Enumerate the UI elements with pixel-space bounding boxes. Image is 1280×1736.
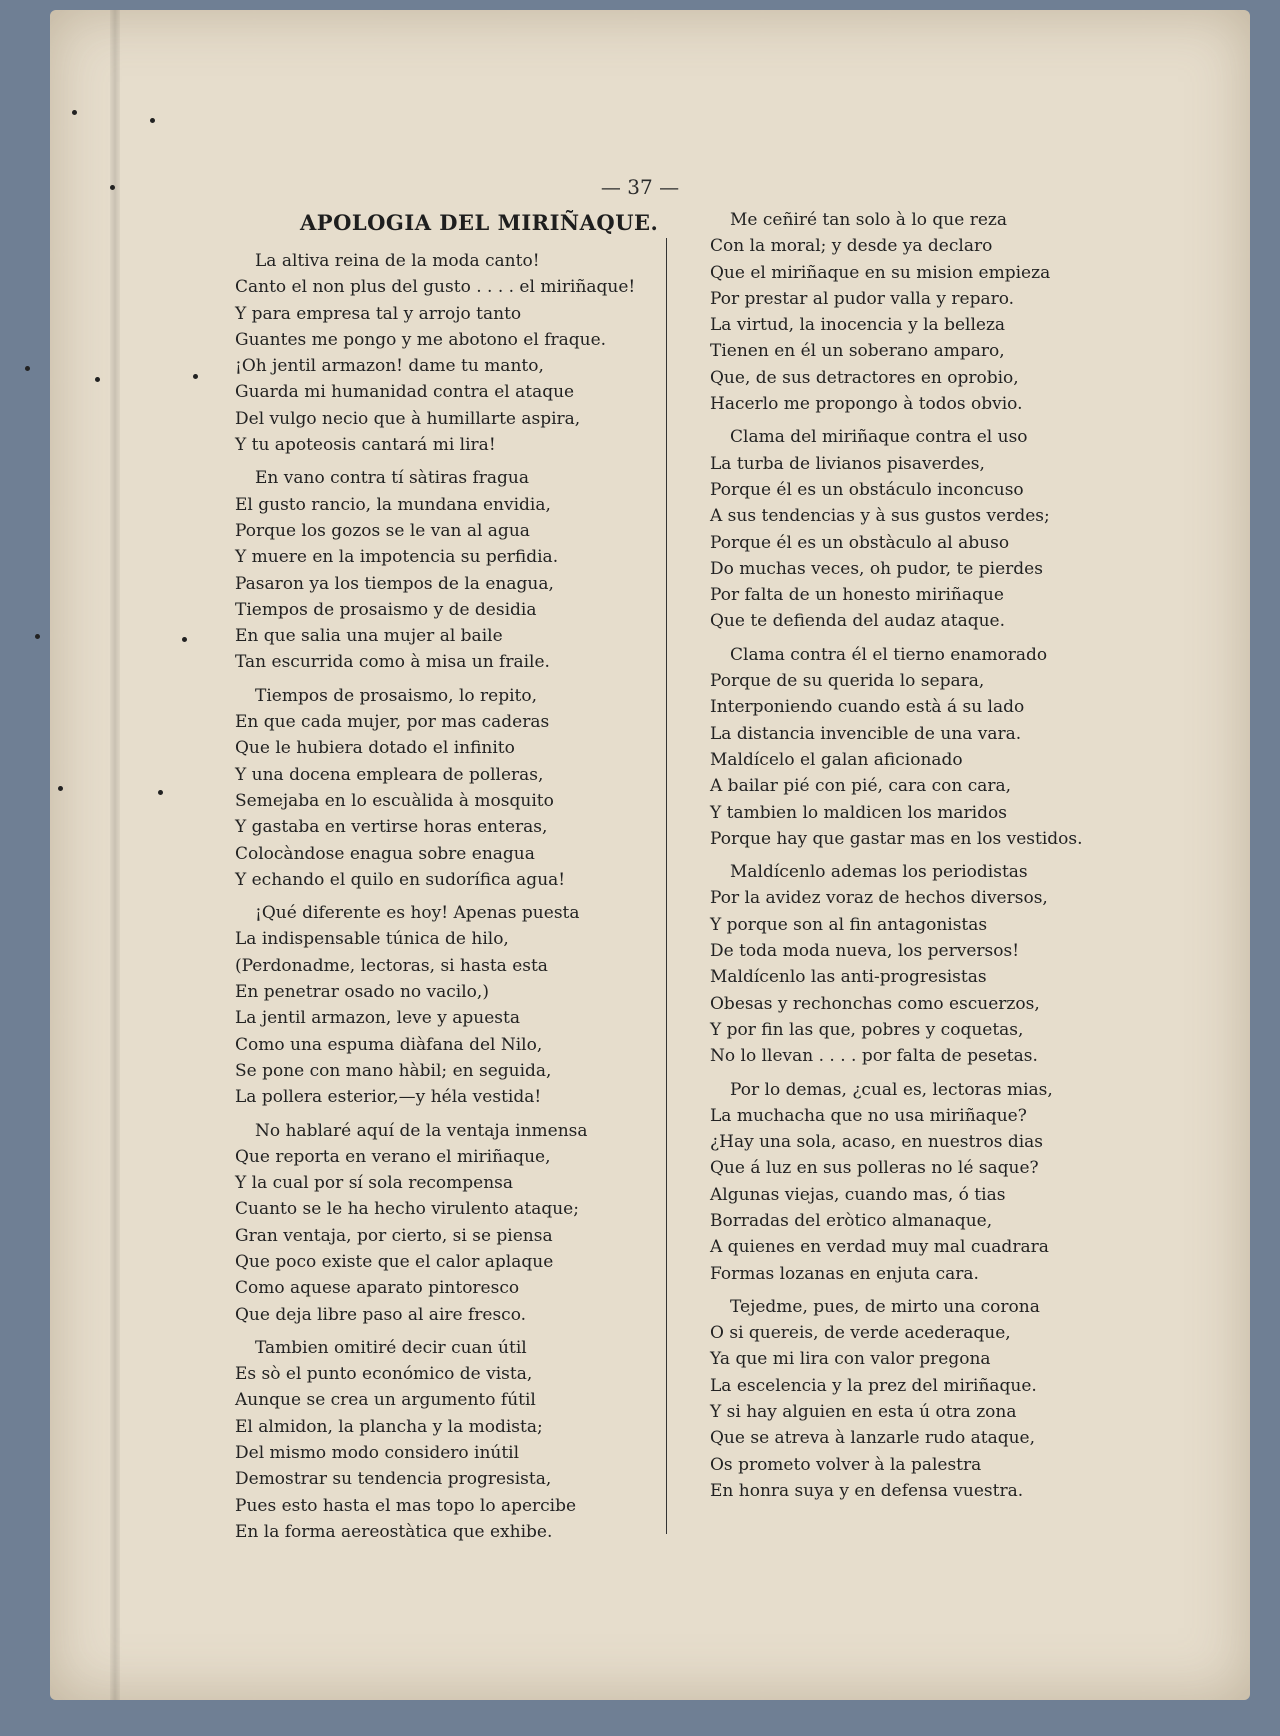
poem-line: Y la cual por sí sola recompensa	[235, 1173, 514, 1194]
poem-line: Se pone con mano hàbil; en seguida,	[235, 1060, 552, 1081]
poem-stanza	[710, 1294, 1130, 1504]
poem-line: Demostrar su tendencia progresista,	[235, 1469, 552, 1490]
poem-line: Es sò el punto económico de vista,	[235, 1364, 533, 1385]
poem-line: Que reporta en verano el miriñaque,	[235, 1146, 551, 1167]
poem-line: ¡Qué diferente es hoy! Apenas puesta	[255, 903, 580, 924]
poem-line: Maldícelo el galan aficionado	[710, 749, 963, 770]
poem-line: Tejedme, pues, de mirto una corona	[730, 1296, 1040, 1317]
poem-line: No hablaré aquí de la ventaja inmensa	[255, 1120, 588, 1141]
poem-line: No lo llevan . . . . por falta de pesetas.	[710, 1046, 1038, 1067]
poem-line: Gran ventaja, por cierto, si se piensa	[235, 1225, 553, 1246]
poem-line: Y echando el quilo en sudorífica agua!	[235, 869, 566, 890]
poem-line: Porque él es un obstàculo al abuso	[710, 532, 1010, 553]
poem-line: Ya que mi lira con valor pregona	[710, 1349, 991, 1370]
poem-line: A bailar pié con pié, cara con cara,	[710, 776, 1012, 797]
poem-line: Y porque son al fin antagonistas	[710, 914, 988, 935]
poem-title: APOLOGIA DEL MIRIÑAQUE.	[300, 210, 659, 235]
poem-line: Y muere en la impotencia su perfidia.	[235, 547, 559, 568]
poem-line: Como aquese aparato pintoresco	[235, 1278, 520, 1299]
poem-line: Y una docena empleara de polleras,	[235, 764, 544, 785]
left-column	[235, 248, 635, 1552]
poem-stanza	[710, 1077, 1130, 1287]
poem-line: Pues esto hasta el mas topo lo apercibe	[235, 1495, 577, 1516]
poem-line: En penetrar osado no vacilo,)	[235, 982, 489, 1003]
poem-stanza	[235, 248, 635, 458]
poem-line: Porque él es un obstáculo inconcuso	[710, 479, 1024, 500]
ink-spot	[58, 786, 63, 791]
poem-line: La muchacha que no usa miriñaque?	[710, 1105, 1027, 1126]
poem-line: Colocàndose enagua sobre enagua	[235, 843, 535, 864]
poem-line: Obesas y rechonchas como escuerzos,	[710, 993, 1040, 1014]
poem-line: Clama contra él el tierno enamorado	[730, 644, 1048, 665]
poem-line: Tan escurrida como à misa un fraile.	[235, 652, 550, 673]
poem-line: Guantes me pongo y me abotono el fraque.	[235, 329, 607, 350]
ink-spot	[25, 366, 30, 371]
poem-line: Del mismo modo considero inútil	[235, 1443, 520, 1464]
poem-line: Que deja libre paso al aire fresco.	[235, 1304, 527, 1325]
page-number: — 37 —	[600, 175, 680, 199]
poem-line: Cuanto se le ha hecho virulento ataque;	[235, 1199, 579, 1220]
poem-line: Os prometo volver à la palestra	[710, 1454, 982, 1475]
poem-line: Tambien omitiré decir cuan útil	[255, 1337, 527, 1358]
poem-stanza	[235, 900, 635, 1110]
page-fold	[110, 10, 120, 1700]
poem-line: Do muchas veces, oh pudor, te pierdes	[710, 558, 1043, 579]
poem-line: Hacerlo me propongo à todos obvio.	[710, 394, 1023, 415]
poem-line: (Perdonadme, lectoras, si hasta esta	[235, 955, 548, 976]
poem-line: Interponiendo cuando està á su lado	[710, 697, 1025, 718]
poem-line: Tiempos de prosaismo, lo repito,	[255, 685, 538, 706]
poem-line: Y tu apoteosis cantará mi lira!	[235, 435, 496, 456]
poem-line: Pasaron ya los tiempos de la enagua,	[235, 573, 554, 594]
poem-line: Por prestar al pudor valla y reparo.	[710, 288, 1015, 309]
poem-line: Me ceñiré tan solo à lo que reza	[730, 210, 1007, 230]
poem-line: La turba de livianos pisaverdes,	[710, 453, 985, 474]
poem-line: Que le hubiera dotado el infinito	[235, 738, 515, 759]
poem-line: Y para empresa tal y arrojo tanto	[235, 303, 522, 324]
poem-line: Tienen en él un soberano amparo,	[710, 341, 1005, 362]
poem-line: Canto el non plus del gusto . . . . el miriñaque!	[235, 277, 636, 298]
poem-line: ¿Hay una sola, acaso, en nuestros dias	[710, 1132, 1044, 1153]
ink-spot	[150, 118, 155, 123]
poem-line: Que á luz en sus polleras no lé saque?	[710, 1158, 1039, 1179]
poem-line: Con la moral; y desde ya declaro	[710, 236, 993, 257]
poem-line: En vano contra tí sàtiras fragua	[255, 468, 530, 489]
poem-stanza	[235, 465, 635, 675]
poem-line: La escelencia y la prez del miriñaque.	[710, 1375, 1037, 1396]
poem-line: Que, de sus detractores en oprobio,	[710, 367, 1019, 388]
poem-line: El gusto rancio, la mundana envidia,	[235, 494, 551, 515]
poem-line: Porque los gozos se le van al agua	[235, 520, 530, 541]
ink-spot	[72, 110, 77, 115]
poem-line: Maldícenlo ademas los periodistas	[730, 862, 1028, 883]
poem-line: Y si hay alguien en esta ú otra zona	[710, 1402, 1017, 1423]
poem-line: Por falta de un honesto miriñaque	[710, 585, 1004, 606]
poem-line: Y por fin las que, pobres y coquetas,	[710, 1019, 1024, 1040]
poem-line: Que poco existe que el calor aplaque	[235, 1251, 554, 1272]
poem-stanza	[710, 207, 1130, 417]
ink-spot	[182, 637, 187, 642]
poem-line: Por lo demas, ¿cual es, lectoras mias,	[730, 1079, 1053, 1100]
poem-line: En honra suya y en defensa vuestra.	[710, 1480, 1024, 1501]
poem-line: A sus tendencias y à sus gustos verdes;	[710, 506, 1050, 527]
poem-line: La distancia invencible de una vara.	[710, 723, 1022, 744]
column-divider	[666, 238, 667, 1534]
ink-spot	[95, 377, 100, 382]
poem-line: Como una espuma diàfana del Nilo,	[235, 1034, 543, 1055]
poem-line: Y tambien lo maldicen los maridos	[710, 802, 1007, 823]
poem-line: La pollera esterior,—y héla vestida!	[235, 1087, 542, 1108]
poem-line: Que el miriñaque en su mision empieza	[710, 262, 1051, 283]
poem-line: A quienes en verdad muy mal cuadrara	[710, 1237, 1049, 1258]
poem-stanza	[235, 683, 635, 893]
ink-spot	[35, 634, 40, 639]
poem-line: Clama del miriñaque contra el uso	[730, 427, 1028, 448]
poem-line: Porque hay que gastar mas en los vestidos.	[710, 828, 1083, 849]
poem-line: De toda moda nueva, los perversos!	[710, 941, 1020, 962]
poem-line: La jentil armazon, leve y apuesta	[235, 1008, 520, 1029]
poem-line: Por la avidez voraz de hechos diversos,	[710, 888, 1048, 909]
poem-line: Formas lozanas en enjuta cara.	[710, 1263, 979, 1284]
ink-spot	[193, 374, 198, 379]
ink-spot	[158, 790, 163, 795]
poem-stanza	[235, 1335, 635, 1545]
poem-line: Algunas viejas, cuando mas, ó tias	[710, 1184, 1006, 1205]
poem-stanza	[710, 859, 1130, 1069]
poem-line: Borradas del eròtico almanaque,	[710, 1210, 993, 1231]
poem-line: La virtud, la inocencia y la belleza	[710, 315, 1006, 336]
ink-spot	[110, 185, 115, 190]
poem-stanza	[710, 424, 1130, 634]
poem-line: Del vulgo necio que à humillarte aspira,	[235, 408, 581, 429]
poem-line: El almidon, la plancha y la modista;	[235, 1416, 543, 1437]
poem-line: ¡Oh jentil armazon! dame tu manto,	[235, 356, 544, 377]
poem-line: Y gastaba en vertirse horas enteras,	[235, 817, 548, 838]
poem-line: Que te defienda del audaz ataque.	[710, 611, 1006, 632]
poem-line: Semejaba en lo escuàlida à mosquito	[235, 790, 554, 811]
poem-line: En la forma aereostàtica que exhibe.	[235, 1521, 553, 1542]
poem-stanza	[710, 642, 1130, 852]
poem-line: Porque de su querida lo separa,	[710, 671, 985, 692]
poem-line: En que cada mujer, por mas caderas	[235, 712, 550, 733]
poem-line: En que salia una mujer al baile	[235, 626, 503, 647]
poem-stanza	[235, 1118, 635, 1328]
poem-line: Aunque se crea un argumento fútil	[235, 1390, 536, 1411]
poem-line: Que se atreva à lanzarle rudo ataque,	[710, 1428, 1036, 1449]
poem-line: Guarda mi humanidad contra el ataque	[235, 382, 575, 403]
right-column	[710, 207, 1130, 1511]
poem-line: Maldícenlo las anti-progresistas	[710, 967, 987, 988]
poem-line: La altiva reina de la moda canto!	[255, 251, 540, 271]
poem-line: Tiempos de prosaismo y de desidia	[235, 599, 537, 620]
poem-line: La indispensable túnica de hilo,	[235, 929, 509, 950]
poem-line: O si quereis, de verde acederaque,	[710, 1323, 1011, 1344]
